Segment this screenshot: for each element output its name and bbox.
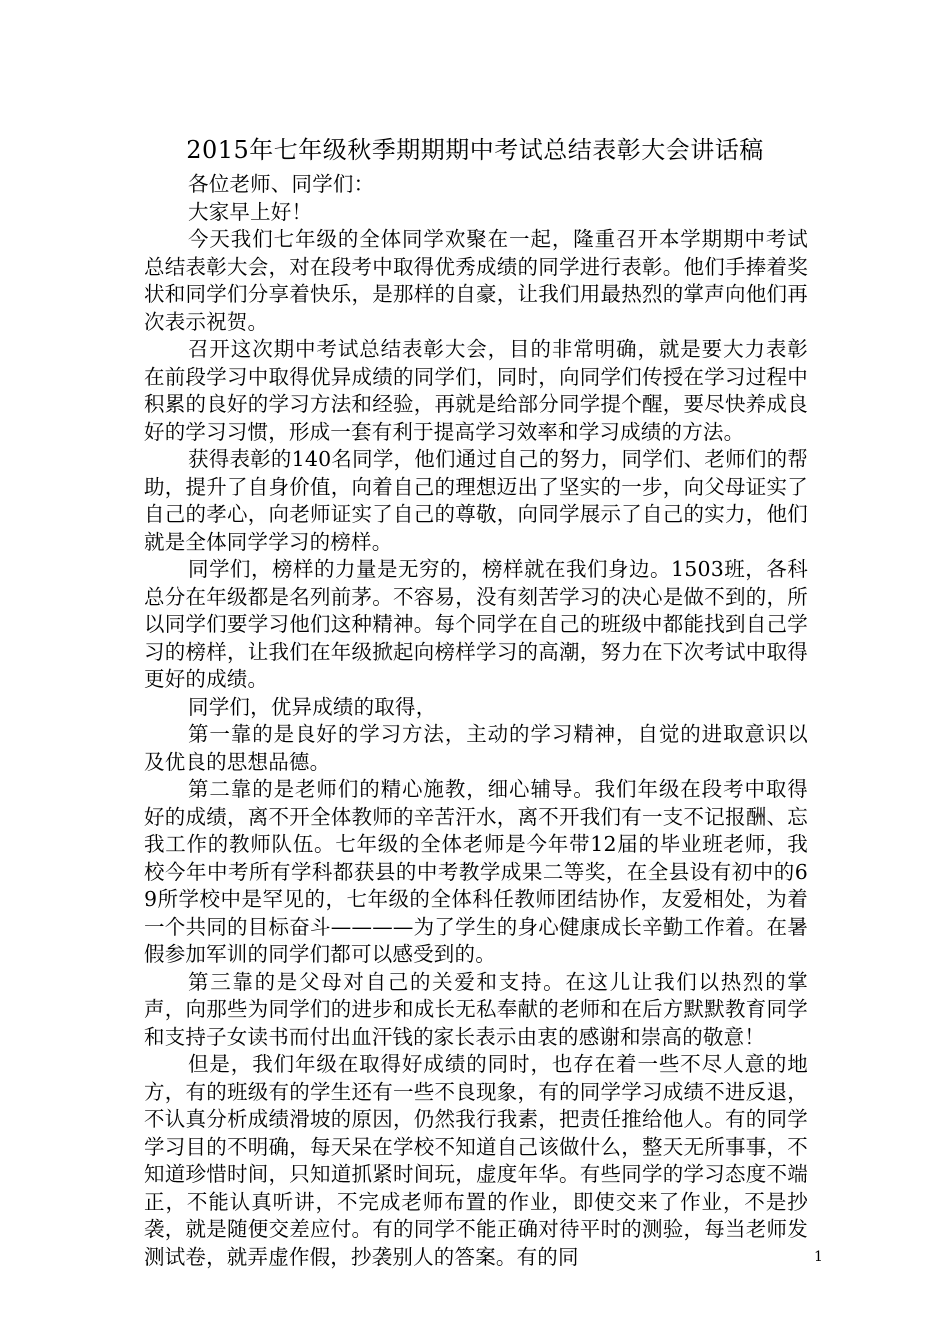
paragraph-purpose: 召开这次期中考试总结表彰大会，目的非常明确，就是要大力表彰在前段学习中取得优异成绩的同学们，同时，向同学们传授在学习过程中积累的良好的学习方法和经验，再就是给部分同学提个醒，要尽快养成良好的学习习惯，形成一套有利于提高学习效率和学习成绩的方法。 bbox=[144, 337, 808, 444]
document-body bbox=[144, 171, 808, 1271]
paragraph-problems: 但是，我们年级在取得好成绩的同时，也存在着一些不尽人意的地方，有的班级有的学生还有一些不良现象，有的同学学习成绩不进反退，不认真分析成绩滑坡的原因，仍然我行我素，把责任推给他人。有的同学学习目的不明确，每天呆在学校不知道自己该做什么，整天无所事事，不知道珍惜时间，只知道抓紧时间玩，虚度年华。有些同学的学习态度不端正，不能认真听讲，不完成老师布置的作业，即使交来了作业，不是抄袭，就是随便交差应付。有的同学不能正确对待平时的测验，每当老师发测试卷，就弄虚作假，抄袭别人的答案。有的同 bbox=[144, 1052, 808, 1269]
page-number: 1 bbox=[814, 1249, 823, 1265]
paragraph-role-models: 同学们，榜样的力量是无穷的，榜样就在我们身边。1503班，各科总分在年级都是名列前茅。不容易，没有刻苦学习的决心是做不到的，所以同学们要学习他们这种精神。每个同学在自己的班级中都能找到自己学习的榜样，让我们在年级掀起向榜样学习的高潮，努力在下次考试中取得更好的成绩。 bbox=[144, 557, 808, 691]
paragraph-first-reason: 第一靠的是良好的学习方法，主动的学习精神，自觉的进取意识以及优良的思想品德。 bbox=[144, 722, 808, 774]
paragraph-morning: 大家早上好！ bbox=[188, 199, 313, 224]
document-title: 2015年七年级秋季期期期中考试总结表彰大会讲话稿 bbox=[186, 136, 764, 164]
paragraph-second-reason: 第二靠的是老师们的精心施教，细心辅导。我们年级在段考中取得好的成绩，离不开全体教师的辛苦汗水，离不开我们有一支不记报酬、忘我工作的教师队伍。七年级的全体老师是今年带12届的毕业班老师，我校今年中考所有学科都获县的中考教学成果二等奖，在全县设有初中的69所学校中是罕见的，七年级的全体科任教师团结协作，友爱相处，为着一个共同的目标奋斗————为了学生的身心健康成长辛勤工作着。在暑假参加军训的同学们都可以感受到的。 bbox=[144, 777, 808, 966]
paragraph-awardees: 获得表彰的140名同学，他们通过自己的努力，同学们、老师们的帮助，提升了自身价值，向着自己的理想迈出了坚实的一步，向父母证实了自己的孝心，向老师证实了自己的尊敬，向同学展示了自己的实力，他们就是全体同学学习的榜样。 bbox=[144, 447, 808, 554]
paragraph-opening: 今天我们七年级的全体同学欢聚在一起，隆重召开本学期期中考试总结表彰大会，对在段考中取得优秀成绩的同学进行表彰。他们手捧着奖状和同学们分享着快乐，是那样的自豪，让我们用最热烈的掌声向他们再次表示祝贺。 bbox=[144, 227, 808, 334]
paragraph-greeting: 各位老师、同学们： bbox=[188, 172, 375, 196]
paragraph-success-intro: 同学们，优异成绩的取得， bbox=[188, 694, 437, 719]
paragraph-third-reason: 第三靠的是父母对自己的关爱和支持。在这儿让我们以热烈的掌声，向那些为同学们的进步和成长无私奉献的老师和在后方默默教育同学和支持子女读书而付出血汗钱的家长表示由衷的感谢和崇高的敬意！ bbox=[144, 969, 808, 1049]
